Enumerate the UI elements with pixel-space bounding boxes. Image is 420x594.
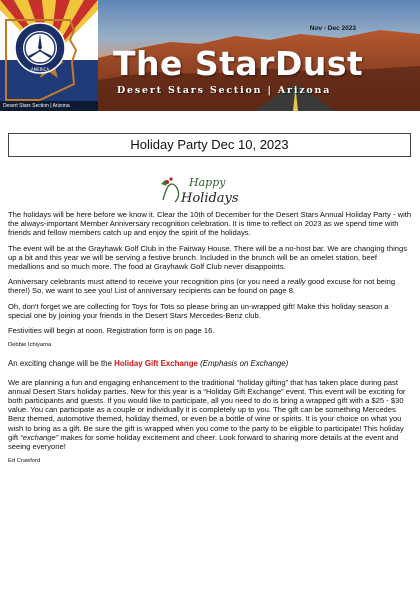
gift-exchange-headline	[8, 359, 413, 368]
issue-date: Nov - Dec 2023	[309, 25, 356, 32]
paragraph-intro: The holidays will be here before we know it. Clear the 10th of December for the Desert Stars Annual Holiday Party - with the always-important Member Anniversary recognition celebration. It is time to reflect on 2023 as we spend time with friends and fellow members catch up and enjoy the spirit of the holidays.	[8, 210, 412, 238]
gift-exchange-highlight: Holiday Gift Exchange	[114, 359, 198, 369]
anniversary-text-a: Anniversary celebrants must attend to receive your recognition pins (or you need a	[8, 277, 288, 287]
anniversary-text-b: good excuse for not being there!) So, we want to see you! List of anniversary recipients can be found on page 8.	[8, 277, 396, 296]
gift-exchange-emphasis: (Emphasis on Exchange)	[197, 359, 289, 369]
paragraph-registration: Festivities will begin at noon. Registration form is on page 16.	[8, 326, 215, 336]
signature-debbie: Debbie Ichiyama	[8, 342, 52, 349]
paragraph-venue: The event will be at the Grayhawk Golf Club in the Fairway House. There will be a no-host bar. We are changing things up a bit and this year we will be serving a festive brunch. Included in the brunch will be an omelet station, beef medallions and so much more. The food at Grayhawk Golf Club never disappoints.	[8, 243, 408, 272]
flag-caption: Desert Stars Section | Arizona	[0, 101, 98, 111]
gift-exchange-quote: “exchange”	[20, 432, 59, 442]
anniversary-emphasis: really	[287, 277, 306, 287]
article-heading: Holiday Party Dec 10, 2023	[8, 133, 411, 157]
logo-center-text: AMERICA	[30, 67, 50, 72]
masthead-banner	[0, 0, 420, 111]
newsletter-title: The StarDust	[113, 44, 364, 83]
happy-text: Happy	[189, 176, 226, 189]
gift-exchange-text-a: We are planning a fun and engaging enhancement to the traditional “holiday gifting” that has taken place during past annual Desert Stars holiday parties. New for this year is a “Holiday Gift Exchange” event. This event will be exciting for both participants and guests. If you would like to participate, all you need to do is bring a wrapped gift with a $25 - $30 value. You can participate as a couple or individually it is completely up to you. The gift can be something Mercedes Benz themed, automotive themed, holiday themed, or even be a bottle of wine or spirits. It is your choice on what you wish to bring as a gift. Be sure the gift is wrapped when you come to the party to be eligible to participate! This holiday gift	[8, 377, 406, 442]
signature-ed: Ed Crawford	[8, 458, 41, 465]
paragraph-anniversary	[8, 277, 413, 295]
paragraph-gift-exchange	[8, 378, 413, 452]
gift-exchange-lead: An exciting change will be the	[8, 359, 115, 369]
gift-exchange-text-b: makes for some holiday excitement and cheer. Look forward to sharing more details at the event and seeing everyone!	[8, 432, 399, 452]
article-body	[8, 210, 413, 475]
holidays-text: Holidays	[181, 191, 239, 206]
arizona-flag-logo	[0, 0, 98, 111]
mercedes-club-logo-icon	[14, 22, 66, 74]
newsletter-subtitle: Desert Stars Section | Arizona	[117, 85, 332, 96]
paragraph-toys-for-tots: Oh, don't forget we are collecting for Toys for Tots so please bring an un-wrapped gift! Make this holiday season a special one by joining your friends in the Desert Stars Mercedes-Benz club.	[8, 301, 389, 320]
happy-holidays-graphic-icon	[155, 170, 250, 208]
